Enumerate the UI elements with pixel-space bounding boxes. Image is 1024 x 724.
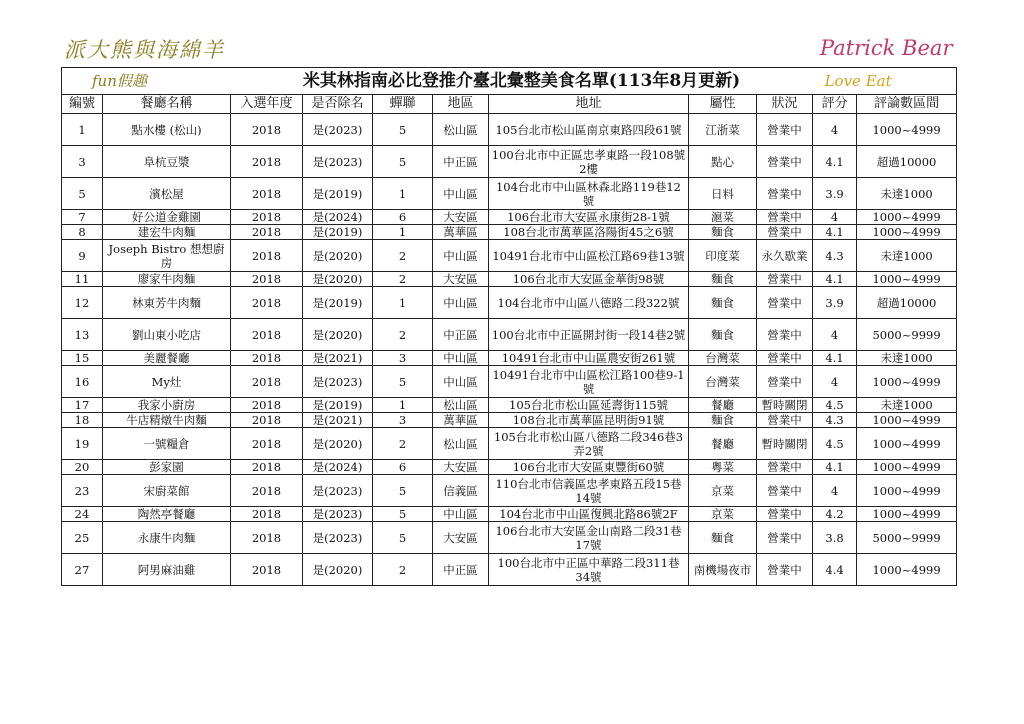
cell-id: 24 [62,507,103,522]
cell-status: 營業中 [757,351,813,366]
cell-address: 10491台北市中山區農安街261號 [489,351,689,366]
cell-type: 麵食 [689,319,757,351]
cell-status: 營業中 [757,319,813,351]
table-row [62,146,957,178]
cell-name: 阜杭豆漿 [103,146,231,178]
cell-streak: 6 [373,210,433,225]
cell-name: 好公道金雞園 [103,210,231,225]
cell-district: 中山區 [433,178,489,210]
cell-status: 營業中 [757,178,813,210]
table-row [62,554,957,586]
cell-name: 美麗餐廳 [103,351,231,366]
cell-year: 2018 [231,507,303,522]
cell-type: 江浙菜 [689,114,757,146]
cell-id: 12 [62,287,103,319]
cell-id: 3 [62,146,103,178]
header-row [62,95,957,114]
table-row [62,225,957,240]
table-row [62,428,957,460]
cell-streak: 3 [373,413,433,428]
cell-streak: 3 [373,351,433,366]
table-row [62,522,957,554]
cell-address: 100台北市中正區中華路二段311巷34號 [489,554,689,586]
header-col-streak: 蟬聯 [373,95,433,114]
cell-removed: 是(2023) [303,507,373,522]
cell-status: 營業中 [757,460,813,475]
cell-id: 7 [62,210,103,225]
cell-id: 13 [62,319,103,351]
cell-name: 阿男麻油雞 [103,554,231,586]
cell-streak: 1 [373,178,433,210]
cell-type: 南機場夜市 [689,554,757,586]
cell-address: 100台北市中正區忠孝東路一段108號2樓 [489,146,689,178]
cell-rating: 4 [813,366,857,398]
love-eat-logo: Love Eat [813,68,957,95]
cell-streak: 2 [373,428,433,460]
cell-district: 中正區 [433,554,489,586]
cell-address: 105台北市松山區南京東路四段61號 [489,114,689,146]
cell-year: 2018 [231,146,303,178]
cell-id: 18 [62,413,103,428]
cell-rating: 4.1 [813,146,857,178]
cell-rating: 4.5 [813,428,857,460]
cell-name: 劉山東小吃店 [103,319,231,351]
cell-year: 2018 [231,475,303,507]
cell-id: 1 [62,114,103,146]
cell-removed: 是(2024) [303,210,373,225]
cell-address: 104台北市中山區八德路二段322號 [489,287,689,319]
cell-address: 100台北市中正區開封街一段14巷2號 [489,319,689,351]
cell-district: 中山區 [433,351,489,366]
table-row [62,178,957,210]
cell-id: 9 [62,240,103,272]
cell-year: 2018 [231,272,303,287]
cell-reviews: 1000~4999 [857,272,957,287]
cell-address: 106台北市大安區金山南路二段31巷17號 [489,522,689,554]
cell-district: 萬華區 [433,225,489,240]
cell-type: 台灣菜 [689,351,757,366]
cell-status: 永久歇業 [757,240,813,272]
cell-name: 我家小廚房 [103,398,231,413]
cell-id: 27 [62,554,103,586]
header-col-address: 地址 [489,95,689,114]
cell-name: 陶然亭餐廳 [103,507,231,522]
cell-address: 105台北市松山區延壽街115號 [489,398,689,413]
table-row [62,240,957,272]
cell-district: 中正區 [433,319,489,351]
cell-name: 建宏牛肉麵 [103,225,231,240]
cell-streak: 1 [373,398,433,413]
cell-district: 萬華區 [433,413,489,428]
cell-id: 5 [62,178,103,210]
cell-streak: 2 [373,240,433,272]
cell-year: 2018 [231,398,303,413]
cell-status: 暫時關閉 [757,428,813,460]
cell-status: 營業中 [757,114,813,146]
cell-streak: 1 [373,225,433,240]
cell-removed: 是(2019) [303,398,373,413]
table-row [62,319,957,351]
cell-address: 104台北市中山區復興北路86號2F [489,507,689,522]
cell-year: 2018 [231,240,303,272]
cell-type: 點心 [689,146,757,178]
cell-rating: 3.9 [813,287,857,319]
table-row [62,398,957,413]
cell-id: 15 [62,351,103,366]
cell-district: 大安區 [433,210,489,225]
cell-type: 麵食 [689,225,757,240]
cell-type: 印度菜 [689,240,757,272]
cell-type: 麵食 [689,272,757,287]
cell-id: 23 [62,475,103,507]
header-col-reviews: 評論數區間 [857,95,957,114]
cell-removed: 是(2019) [303,178,373,210]
cell-removed: 是(2023) [303,366,373,398]
cell-year: 2018 [231,428,303,460]
cell-status: 營業中 [757,146,813,178]
cell-reviews: 1000~4999 [857,225,957,240]
cell-district: 中山區 [433,507,489,522]
cell-name: 濱松屋 [103,178,231,210]
cell-removed: 是(2020) [303,319,373,351]
cell-address: 106台北市大安區東豐街60號 [489,460,689,475]
cell-id: 19 [62,428,103,460]
cell-reviews: 未達1000 [857,178,957,210]
header-col-name: 餐廳名稱 [103,95,231,114]
cell-address: 106台北市大安區金華街98號 [489,272,689,287]
cell-reviews: 1000~4999 [857,507,957,522]
cell-status: 營業中 [757,554,813,586]
restaurant-table [61,67,957,586]
cell-name: 彭家園 [103,460,231,475]
cell-district: 中正區 [433,146,489,178]
cell-streak: 5 [373,507,433,522]
cell-rating: 4.1 [813,460,857,475]
cell-reviews: 1000~4999 [857,413,957,428]
cell-district: 松山區 [433,114,489,146]
table-row [62,475,957,507]
cell-name: 一號糧倉 [103,428,231,460]
cell-removed: 是(2020) [303,240,373,272]
cell-year: 2018 [231,351,303,366]
cell-id: 17 [62,398,103,413]
cell-removed: 是(2019) [303,287,373,319]
cell-reviews: 5000~9999 [857,319,957,351]
cell-status: 營業中 [757,507,813,522]
cell-type: 麵食 [689,413,757,428]
cell-rating: 4 [813,114,857,146]
cell-address: 105台北市松山區八德路二段346巷3弄2號 [489,428,689,460]
header-col-type: 屬性 [689,95,757,114]
cell-name: 永康牛肉麵 [103,522,231,554]
cell-streak: 5 [373,114,433,146]
cell-status: 營業中 [757,413,813,428]
cell-year: 2018 [231,114,303,146]
header-col-district: 地區 [433,95,489,114]
cell-type: 麵食 [689,287,757,319]
cell-district: 大安區 [433,522,489,554]
cell-year: 2018 [231,522,303,554]
cell-district: 松山區 [433,428,489,460]
cell-rating: 4.1 [813,225,857,240]
cell-year: 2018 [231,178,303,210]
header-col-id: 編號 [62,95,103,114]
cell-type: 滬菜 [689,210,757,225]
cell-rating: 4.1 [813,272,857,287]
brand-left-logo: 派大熊與海綿羊 [64,38,225,62]
table-row [62,210,957,225]
cell-id: 11 [62,272,103,287]
cell-status: 暫時關閉 [757,398,813,413]
cell-year: 2018 [231,287,303,319]
cell-address: 110台北市信義區忠孝東路五段15巷14號 [489,475,689,507]
cell-rating: 4.4 [813,554,857,586]
cell-district: 中山區 [433,366,489,398]
table-row [62,366,957,398]
cell-address: 106台北市大安區永康街28-1號 [489,210,689,225]
cell-rating: 4 [813,475,857,507]
cell-rating: 4 [813,319,857,351]
cell-reviews: 1000~4999 [857,460,957,475]
cell-reviews: 超過10000 [857,146,957,178]
cell-streak: 5 [373,522,433,554]
cell-reviews: 未達1000 [857,240,957,272]
cell-address: 108台北市萬華區昆明街91號 [489,413,689,428]
cell-status: 營業中 [757,475,813,507]
cell-removed: 是(2020) [303,272,373,287]
table-row [62,114,957,146]
cell-address: 10491台北市中山區松江路100巷9-1號 [489,366,689,398]
cell-status: 營業中 [757,210,813,225]
cell-reviews: 1000~4999 [857,366,957,398]
cell-streak: 2 [373,319,433,351]
table-row [62,351,957,366]
cell-district: 大安區 [433,460,489,475]
cell-removed: 是(2020) [303,554,373,586]
cell-rating: 4.3 [813,413,857,428]
cell-address: 10491台北市中山區松江路69巷13號 [489,240,689,272]
cell-year: 2018 [231,460,303,475]
cell-district: 中山區 [433,287,489,319]
header-col-removed: 是否除名 [303,95,373,114]
cell-status: 營業中 [757,522,813,554]
cell-district: 中山區 [433,240,489,272]
cell-reviews: 5000~9999 [857,522,957,554]
header-col-status: 狀況 [757,95,813,114]
table-row [62,272,957,287]
cell-id: 25 [62,522,103,554]
cell-streak: 2 [373,554,433,586]
cell-district: 信義區 [433,475,489,507]
cell-rating: 4 [813,210,857,225]
cell-name: 宋廚菜館 [103,475,231,507]
cell-year: 2018 [231,225,303,240]
cell-reviews: 1000~4999 [857,428,957,460]
cell-removed: 是(2020) [303,428,373,460]
cell-removed: 是(2023) [303,114,373,146]
cell-streak: 5 [373,475,433,507]
table-row [62,460,957,475]
cell-id: 8 [62,225,103,240]
cell-reviews: 1000~4999 [857,210,957,225]
cell-type: 日料 [689,178,757,210]
cell-type: 麵食 [689,522,757,554]
cell-type: 餐廳 [689,398,757,413]
cell-reviews: 1000~4999 [857,554,957,586]
cell-removed: 是(2023) [303,146,373,178]
cell-name: 廖家牛肉麵 [103,272,231,287]
cell-removed: 是(2021) [303,413,373,428]
cell-streak: 5 [373,366,433,398]
cell-type: 餐廳 [689,428,757,460]
title-row [62,68,957,95]
header-col-year: 入選年度 [231,95,303,114]
cell-name: 點水樓 (松山) [103,114,231,146]
cell-status: 營業中 [757,272,813,287]
cell-id: 20 [62,460,103,475]
cell-district: 松山區 [433,398,489,413]
cell-name: My灶 [103,366,231,398]
cell-rating: 4.5 [813,398,857,413]
cell-rating: 3.9 [813,178,857,210]
cell-id: 16 [62,366,103,398]
cell-status: 營業中 [757,287,813,319]
cell-removed: 是(2021) [303,351,373,366]
cell-rating: 4.3 [813,240,857,272]
cell-reviews: 1000~4999 [857,475,957,507]
cell-rating: 4.1 [813,351,857,366]
brand-right-logo: Patrick Bear [820,36,953,60]
cell-year: 2018 [231,319,303,351]
cell-reviews: 未達1000 [857,351,957,366]
cell-removed: 是(2024) [303,460,373,475]
cell-address: 108台北市萬華區洛陽街45之6號 [489,225,689,240]
cell-status: 營業中 [757,225,813,240]
cell-streak: 5 [373,146,433,178]
cell-reviews: 1000~4999 [857,114,957,146]
table-row [62,413,957,428]
cell-year: 2018 [231,554,303,586]
cell-reviews: 超過10000 [857,287,957,319]
cell-address: 104台北市中山區林森北路119巷12號 [489,178,689,210]
cell-year: 2018 [231,210,303,225]
cell-streak: 2 [373,272,433,287]
cell-name: 林東芳牛肉麵 [103,287,231,319]
cell-removed: 是(2023) [303,475,373,507]
header-col-rating: 評分 [813,95,857,114]
cell-year: 2018 [231,366,303,398]
cell-type: 粵菜 [689,460,757,475]
cell-rating: 3.8 [813,522,857,554]
fun-logo: fun假趣 [62,68,231,95]
cell-streak: 6 [373,460,433,475]
cell-year: 2018 [231,413,303,428]
cell-status: 營業中 [757,366,813,398]
cell-streak: 1 [373,287,433,319]
table-row [62,287,957,319]
cell-removed: 是(2019) [303,225,373,240]
table-row [62,507,957,522]
cell-reviews: 未達1000 [857,398,957,413]
cell-name: 牛店精燉牛肉麵 [103,413,231,428]
cell-district: 大安區 [433,272,489,287]
cell-type: 台灣菜 [689,366,757,398]
cell-type: 京菜 [689,507,757,522]
cell-rating: 4.2 [813,507,857,522]
cell-name: Joseph Bistro 想想廚房 [103,240,231,272]
cell-type: 京菜 [689,475,757,507]
cell-removed: 是(2023) [303,522,373,554]
page-title: 米其林指南必比登推介臺北彙整美食名單(113年8月更新) [231,68,813,95]
